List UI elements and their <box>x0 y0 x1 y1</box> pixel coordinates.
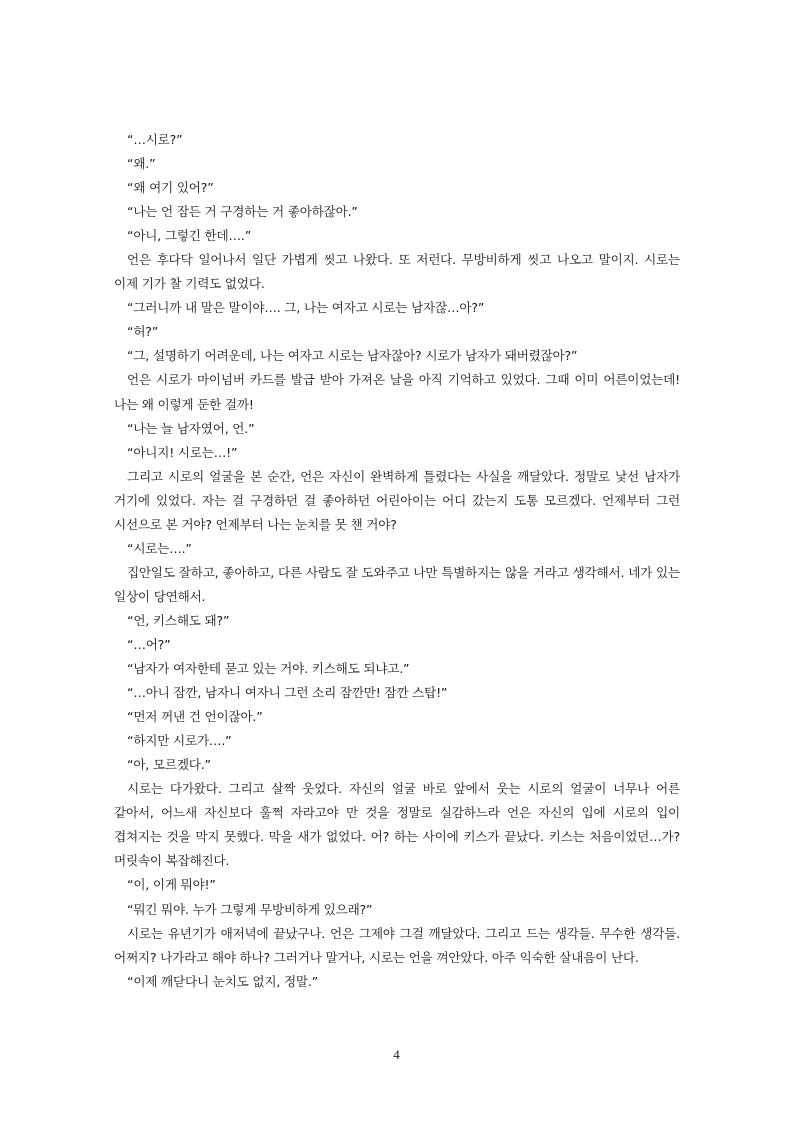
paragraph: “뭐긴 뭐야. 누가 그렇게 무방비하게 있으래?” <box>127 901 373 917</box>
paragraph: 그리고 시로의 얼굴을 본 순간, 언은 자신이 완벽하게 틀렸다는 사실을 깨달았다. 정말로 낯선 남자가 거기에 있었다. 자는 걸 구경하던 걸 좋아하던 어린아이는 어디 갔는지 도통 모르겠다. 언제부터 그런 시선으로 본 거야? 언제부터 나는 눈치를 못 챈 거야? <box>114 468 680 532</box>
paragraph: “시로는….” <box>127 540 192 556</box>
body-text <box>114 128 680 994</box>
paragraph: “…어?” <box>127 636 171 652</box>
paragraph: “그, 설명하기 어려운데, 나는 여자고 시로는 남자잖아? 시로가 남자가 돼버렸잖아?” <box>127 348 578 364</box>
paragraph: “하지만 시로가….” <box>127 733 232 749</box>
paragraph: “이, 이게 뭐야!” <box>127 877 216 893</box>
paragraph: 시로는 다가왔다. 그리고 살짝 웃었다. 자신의 얼굴 바로 앞에서 웃는 시로의 얼굴이 너무나 어른 같아서, 어느새 자신보다 훌쩍 자라고야 만 것을 정말로 실감하느라 언은 자신의 입에 시로의 입이 겹쳐지는 것을 막지 못했다. 막을 새가 없었다. 어? 하는 사이에 키스가 끝났다. 키스는 처음이었던…가? 머릿속이 복잡해진다. <box>114 781 680 869</box>
paragraph: “아니, 그렇긴 한데….” <box>127 228 252 244</box>
paragraph: “나는 늘 남자였어, 언.” <box>127 420 255 436</box>
paragraph: 집안일도 잘하고, 좋아하고, 다른 사람도 잘 도와주고 나만 특별하지는 않을 거라고 생각해서. 네가 있는 일상이 당연해서. <box>114 564 680 604</box>
paragraph: 시로는 유년기가 애저녁에 끝났구나. 언은 그제야 그걸 깨달았다. 그리고 드는 생각들. 무수한 생각들. 어쩌지? 나가라고 해야 하나? 그러거나 말거나, 시로는 언을 껴안았다. 아주 익숙한 살내음이 난다. <box>114 925 680 965</box>
paragraph: “왜 여기 있어?” <box>127 180 214 196</box>
paragraph: 언은 시로가 마이넘버 카드를 발급 받아 가져온 날을 아직 기억하고 있었다. 그때 이미 어른이었는데! 나는 왜 이렇게 둔한 걸까! <box>114 372 680 412</box>
paragraph: “아, 모르겠다.” <box>127 757 211 773</box>
paragraph: “왜.” <box>127 156 156 172</box>
paragraph: “그러니까 내 말은 말이야…. 그, 나는 여자고 시로는 남자잖…아?” <box>127 300 485 316</box>
paragraph: “나는 언 잠든 거 구경하는 거 좋아하잖아.” <box>127 204 358 220</box>
paragraph: “이제 깨닫다니 눈치도 없지, 정말.” <box>127 973 319 989</box>
paragraph: 언은 후다닥 일어나서 일단 가볍게 씻고 나왔다. 또 저런다. 무방비하게 씻고 나오고 말이지. 시로는 이제 기가 찰 기력도 없었다. <box>114 252 680 292</box>
paragraph: “…아니 잠깐, 남자니 여자니 그런 소리 잠깐만! 잠깐 스탑!” <box>127 685 448 701</box>
paragraph: “먼저 꺼낸 건 언이잖아.” <box>127 709 263 725</box>
paragraph: “허?” <box>127 324 159 340</box>
paragraph: “…시로?” <box>127 132 183 147</box>
page-number: 4 <box>393 1047 400 1062</box>
paragraph: “아니지! 시로는…!” <box>127 444 238 460</box>
paragraph: “남자가 여자한테 묻고 있는 거야. 키스해도 되냐고.” <box>127 661 410 677</box>
paragraph: “언, 키스해도 돼?” <box>127 612 230 628</box>
